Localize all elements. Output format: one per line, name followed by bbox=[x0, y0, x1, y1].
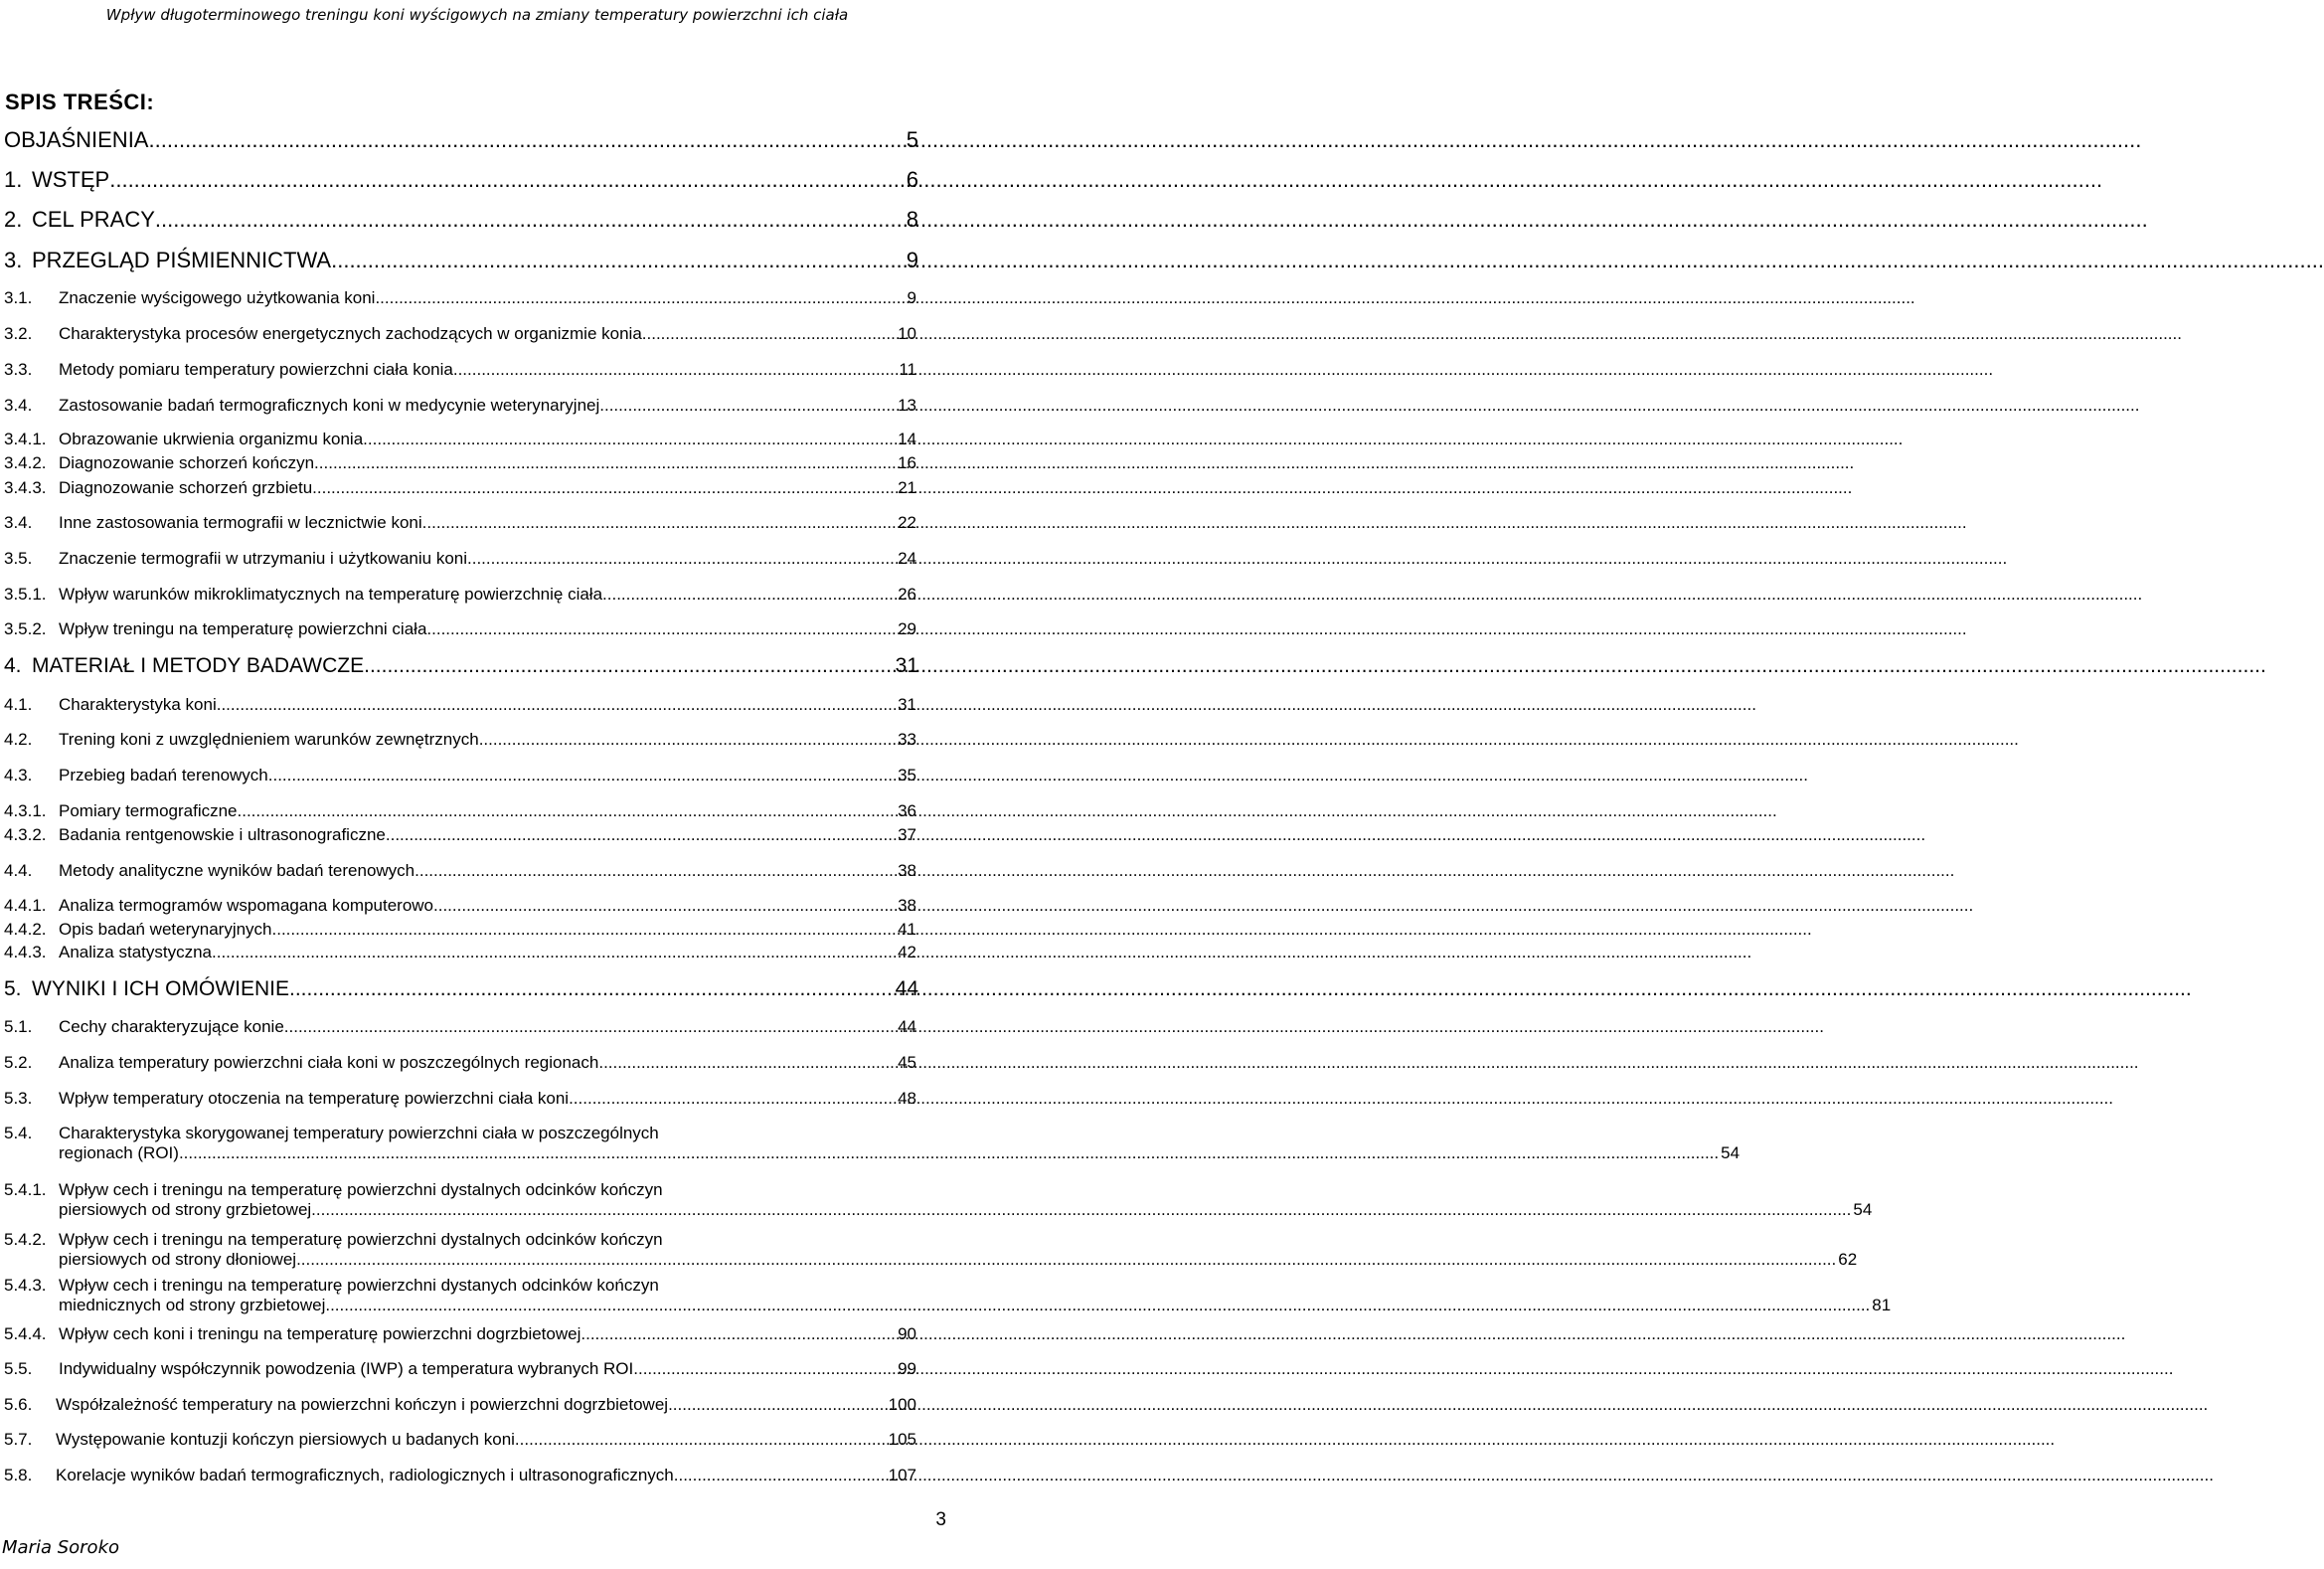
toc-entry[interactable] bbox=[4, 1276, 1892, 1314]
toc-entry[interactable] bbox=[4, 1466, 916, 1485]
toc-entry-page: 22 bbox=[898, 513, 916, 532]
toc-entry[interactable] bbox=[4, 1430, 916, 1450]
toc-leader-dots bbox=[148, 127, 904, 152]
toc-entry[interactable] bbox=[4, 324, 916, 344]
toc-entry-number: 3. bbox=[4, 248, 29, 272]
toc-leader-dots bbox=[598, 1053, 896, 1073]
toc-entry-page: 26 bbox=[898, 585, 916, 604]
toc-leader-dots bbox=[155, 207, 905, 232]
toc-leader-dots bbox=[467, 549, 896, 569]
toc-entry-number: 5.4.2. bbox=[4, 1230, 47, 1249]
toc-entry-number: 3.4. bbox=[4, 396, 33, 415]
toc-leader-dots bbox=[179, 1143, 1719, 1163]
toc-entry-number: 5.3. bbox=[4, 1089, 33, 1108]
toc-entry-page: 35 bbox=[898, 766, 916, 784]
toc-entry-title-line1: Charakterystyka skorygowanej temperatury powierzchni ciała w poszczególnych bbox=[59, 1124, 659, 1142]
toc-entry-page: 31 bbox=[898, 695, 916, 714]
toc-entry-title: Analiza statystyczna bbox=[59, 943, 213, 961]
toc-entry-title: Metody analityczne wyników badań terenowych bbox=[59, 861, 415, 880]
toc-leader-dots bbox=[415, 861, 896, 881]
toc-entry-title: Znaczenie termografii w utrzymaniu i użytkowaniu koni bbox=[59, 549, 468, 568]
toc-entry-number: 4.4.1. bbox=[4, 896, 47, 915]
toc-entry-title: PRZEGLĄD PIŚMIENNICTWA bbox=[32, 248, 332, 272]
toc-leader-dots bbox=[238, 801, 897, 821]
toc-entry[interactable] bbox=[4, 825, 916, 845]
toc-entry[interactable] bbox=[4, 766, 916, 785]
toc-entry-page: 33 bbox=[898, 730, 916, 749]
toc-leader-dots bbox=[289, 977, 894, 1001]
toc-entry-number: 4. bbox=[4, 654, 28, 677]
toc-entry-title-line1: Wpływ cech i treningu na temperaturę powierzchni dystanych odcinków kończyn bbox=[59, 1276, 659, 1295]
toc-entry-number: 5.6. bbox=[4, 1395, 33, 1414]
toc-entry[interactable] bbox=[4, 248, 918, 272]
toc-leader-dots bbox=[363, 430, 896, 449]
toc-entry-title: CEL PRACY bbox=[32, 207, 155, 232]
toc-entry-title: Wpływ temperatury otoczenia na temperaturę powierzchni ciała koni. bbox=[59, 1089, 574, 1108]
toc-leader-dots bbox=[364, 654, 894, 678]
toc-leader-dots bbox=[479, 730, 896, 750]
toc-leader-dots bbox=[585, 1324, 896, 1344]
toc-entry-title: Analiza temperatury powierzchni ciała koni w poszczególnych regionach bbox=[59, 1053, 599, 1072]
toc-entry-title-line2: piersiowych od strony dłoniowej bbox=[59, 1249, 297, 1269]
toc-entry-page: 6 bbox=[906, 167, 918, 192]
toc-entry-page: 24 bbox=[898, 549, 916, 568]
toc-entry[interactable] bbox=[4, 619, 916, 639]
toc-entry-title: OBJAŚNIENIA bbox=[4, 127, 149, 152]
toc-entry-page: 54 bbox=[1853, 1199, 1873, 1219]
toc-entry[interactable] bbox=[4, 360, 916, 380]
toc-entry[interactable] bbox=[4, 1089, 916, 1109]
toc-entry[interactable] bbox=[4, 585, 916, 605]
toc-leader-dots bbox=[426, 619, 896, 639]
toc-entry[interactable] bbox=[4, 127, 918, 152]
toc-entry-page: 99 bbox=[898, 1359, 916, 1378]
toc-entry-title-line2: regionach (ROI) bbox=[59, 1142, 179, 1162]
toc-entry-page: 41 bbox=[898, 920, 916, 939]
toc-entry[interactable] bbox=[4, 478, 916, 498]
toc-entry-number: 5.4.3. bbox=[4, 1276, 47, 1295]
toc-entry-title: Indywidualny współczynnik powodzenia (IWP) a temperatura wybranych ROI bbox=[59, 1359, 634, 1378]
toc-entry-number: 4.4. bbox=[4, 861, 33, 880]
toc-entry-title: Analiza termogramów wspomagana komputerowo bbox=[59, 896, 434, 915]
toc-leader-dots bbox=[668, 1395, 887, 1415]
toc-entry-number: 5.7. bbox=[4, 1430, 33, 1449]
toc-entry-number: 5.1. bbox=[4, 1017, 33, 1036]
toc-entry-number: 4.4.2. bbox=[4, 920, 47, 939]
toc-entry-page: 44 bbox=[895, 977, 918, 1000]
toc-entry-title: Współzależność temperatury na powierzchni kończyn i powierzchni dogrzbietowej bbox=[56, 1395, 669, 1414]
toc-entry-title: Zastosowanie badań termograficznych koni w medycynie weterynaryjnej bbox=[59, 396, 600, 415]
toc-entry-page: 38 bbox=[898, 861, 916, 880]
toc-entry[interactable] bbox=[4, 1053, 916, 1073]
toc-leader-dots bbox=[426, 513, 896, 533]
toc-entry[interactable] bbox=[4, 730, 916, 750]
toc-entry-number: 5.4.4. bbox=[4, 1324, 47, 1343]
toc-entry-number: 3.4.2. bbox=[4, 453, 47, 472]
toc-entry[interactable] bbox=[4, 430, 916, 449]
toc-entry[interactable] bbox=[4, 861, 916, 881]
toc-entry-page: 8 bbox=[906, 207, 918, 232]
toc-entry-number: 5.4. bbox=[4, 1124, 33, 1142]
toc-entry-number: 3.4.3. bbox=[4, 478, 47, 497]
toc-entry-number: 3.2. bbox=[4, 324, 33, 343]
toc-entry-number: 4.2. bbox=[4, 730, 33, 749]
toc-leader-dots bbox=[314, 453, 896, 473]
toc-entry-title: Trening koni z uwzględnieniem warunków zewnętrznych bbox=[59, 730, 479, 749]
toc-entry-page: 14 bbox=[898, 430, 916, 448]
toc-entry-page: 31 bbox=[895, 654, 918, 677]
toc-entry-number: 4.3.2. bbox=[4, 825, 47, 844]
toc-leader-dots bbox=[602, 585, 896, 605]
toc-entry[interactable] bbox=[4, 167, 918, 192]
toc-entry-number: 3.4. bbox=[4, 513, 33, 532]
toc-entry-page: 38 bbox=[898, 896, 916, 915]
toc-leader-dots bbox=[212, 943, 896, 962]
toc-leader-dots bbox=[375, 288, 905, 308]
toc-entry-title: Przebieg badań terenowych bbox=[59, 766, 268, 784]
toc-entry-title: WSTĘP bbox=[32, 167, 110, 192]
toc-entry-page: 42 bbox=[898, 943, 916, 961]
toc-entry[interactable] bbox=[4, 1017, 916, 1037]
toc-entry[interactable] bbox=[4, 654, 918, 678]
toc-leader-dots bbox=[574, 1089, 896, 1109]
toc-entry-title: Opis badań weterynaryjnych bbox=[59, 920, 272, 939]
toc-entry-page: 54 bbox=[1721, 1142, 1741, 1162]
toc-entry-page: 21 bbox=[898, 478, 916, 497]
toc-entry-page: 10 bbox=[898, 324, 916, 343]
toc-leader-dots bbox=[217, 695, 896, 715]
toc-entry-title: Charakterystyka procesów energetycznych zachodzących w organizmie konia bbox=[59, 324, 642, 343]
toc-leader-dots bbox=[633, 1359, 896, 1379]
toc-entry[interactable] bbox=[4, 288, 916, 308]
toc-entry-page: 37 bbox=[898, 825, 916, 844]
toc-entry-number: 5.4.1. bbox=[4, 1180, 47, 1199]
toc-entry-number: 4.4.3. bbox=[4, 943, 47, 961]
toc-leader-dots bbox=[515, 1430, 887, 1450]
toc-entry-number: 5.2. bbox=[4, 1053, 33, 1072]
toc-leader-dots bbox=[599, 396, 896, 416]
toc-entry-title: WYNIKI I ICH OMÓWIENIE bbox=[32, 977, 290, 1000]
author-footer: Maria Soroko bbox=[2, 1537, 120, 1558]
toc-entry-title: Znaczenie wyścigowego użytkowania koni bbox=[59, 288, 376, 307]
toc-entry-title: Wpływ cech koni i treningu na temperaturę powierzchni dogrzbietowej. bbox=[59, 1324, 586, 1343]
toc-entry-number: 3.5. bbox=[4, 549, 33, 568]
toc-leader-dots bbox=[331, 248, 905, 272]
toc-entry[interactable] bbox=[4, 549, 916, 569]
toc-entry-title-line2: miednicznych od strony grzbietowej. bbox=[59, 1295, 331, 1314]
toc-entry[interactable] bbox=[4, 695, 916, 715]
toc-entry-page: 90 bbox=[898, 1324, 916, 1343]
toc-leader-dots bbox=[312, 478, 896, 498]
toc-leader-dots bbox=[433, 896, 896, 916]
toc-entry-number: 1. bbox=[4, 167, 29, 192]
toc-entry-number: 3.1. bbox=[4, 288, 33, 307]
toc-leader-dots bbox=[642, 324, 896, 344]
toc-entry-page: 5 bbox=[906, 127, 918, 152]
toc-entry-page: 107 bbox=[888, 1466, 916, 1484]
toc-entry-page: 9 bbox=[906, 248, 918, 272]
toc-leader-dots bbox=[284, 1017, 896, 1037]
toc-entry-number: 5.5. bbox=[4, 1359, 33, 1378]
toc-entry[interactable] bbox=[4, 1124, 1741, 1162]
toc-entry-title: Metody pomiaru temperatury powierzchni ciała konia bbox=[59, 360, 453, 379]
toc-entry[interactable] bbox=[4, 207, 918, 232]
toc-entry-title: Cechy charakteryzujące konie bbox=[59, 1017, 284, 1036]
toc-entry-page: 13 bbox=[898, 396, 916, 415]
toc-entry[interactable] bbox=[4, 513, 916, 533]
toc-leader-dots bbox=[330, 1296, 1870, 1315]
toc-entry-page: 81 bbox=[1872, 1295, 1892, 1314]
toc-entry-page: 9 bbox=[907, 288, 916, 307]
toc-entry[interactable] bbox=[4, 977, 918, 1001]
page-number: 3 bbox=[935, 1509, 946, 1530]
toc-entry-title: Wpływ treningu na temperaturę powierzchni ciała bbox=[59, 619, 427, 638]
toc-entry-page: 100 bbox=[888, 1395, 916, 1414]
toc-entry-page: 29 bbox=[898, 619, 916, 638]
toc-entry-page: 44 bbox=[898, 1017, 916, 1036]
running-header: Wpływ długoterminowego treningu koni wyścigowych na zmiany temperatury powierzchni ich ciała bbox=[105, 6, 849, 24]
toc-entry-number: 3.4.1. bbox=[4, 430, 47, 448]
toc-entry-page: 105 bbox=[888, 1430, 916, 1449]
toc-entry-title: Inne zastosowania termografii w lecznictwie koni. bbox=[59, 513, 427, 532]
toc-entry-number: 3.5.2. bbox=[4, 619, 47, 638]
toc-entry[interactable] bbox=[4, 453, 916, 473]
toc-entry-title: MATERIAŁ I METODY BADAWCZE bbox=[32, 654, 365, 677]
toc-entry-title: Diagnozowanie schorzeń kończyn bbox=[59, 453, 315, 472]
toc-entry-page: 62 bbox=[1838, 1249, 1858, 1269]
toc-entry-number: 2. bbox=[4, 207, 29, 232]
toc-entry-number: 3.3. bbox=[4, 360, 33, 379]
toc-entry-title: Pomiary termograficzne bbox=[59, 801, 238, 820]
toc-entry-page: 11 bbox=[899, 360, 916, 379]
toc-entry-number: 4.3. bbox=[4, 766, 33, 784]
toc-entry-title: Diagnozowanie schorzeń grzbietu bbox=[59, 478, 313, 497]
toc-entry-page: 48 bbox=[898, 1089, 916, 1108]
toc-entry[interactable] bbox=[4, 801, 916, 821]
toc-entry-number: 4.3.1. bbox=[4, 801, 47, 820]
toc-entry-title-line1: Wpływ cech i treningu na temperaturę powierzchni dystalnych odcinków kończyn bbox=[59, 1180, 663, 1199]
toc-entry-number: 5. bbox=[4, 977, 28, 1000]
toc-entry-title: Badania rentgenowskie i ultrasonograficzne bbox=[59, 825, 386, 844]
toc-entry[interactable] bbox=[4, 1359, 916, 1379]
toc-entry-title-line2: piersiowych od strony grzbietowej bbox=[59, 1199, 312, 1219]
toc-entry[interactable] bbox=[4, 943, 916, 962]
toc-leader-dots bbox=[268, 766, 896, 785]
toc-entry-number: 5.8. bbox=[4, 1466, 33, 1484]
toc-entry-page: 36 bbox=[898, 801, 916, 820]
toc-entry-title-line1: Wpływ cech i treningu na temperaturę powierzchni dystalnych odcinków kończyn bbox=[59, 1230, 663, 1249]
toc-leader-dots bbox=[296, 1250, 1836, 1270]
toc-leader-dots bbox=[311, 1200, 1851, 1220]
toc-entry[interactable] bbox=[4, 1324, 916, 1344]
toc-leader-dots bbox=[386, 825, 896, 845]
toc-entry-number: 3.5.1. bbox=[4, 585, 47, 604]
toc-leader-dots bbox=[272, 920, 897, 940]
toc-entry-page: 45 bbox=[898, 1053, 916, 1072]
toc-entry[interactable] bbox=[4, 1395, 916, 1415]
toc-entry[interactable] bbox=[4, 1180, 1873, 1219]
toc-entry[interactable] bbox=[4, 1230, 1858, 1269]
toc-entry-title: Wpływ warunków mikroklimatycznych na temperaturę powierzchnię ciała bbox=[59, 585, 603, 604]
toc-entry[interactable] bbox=[4, 396, 916, 416]
toc-leader-dots bbox=[674, 1466, 887, 1485]
toc-leader-dots bbox=[109, 167, 905, 192]
toc-entry-page: 16 bbox=[898, 453, 916, 472]
toc-leader-dots bbox=[453, 360, 897, 380]
toc-entry-number: 4.1. bbox=[4, 695, 33, 714]
toc-entry[interactable] bbox=[4, 920, 916, 940]
toc-entry-title: Występowanie kontuzji kończyn piersiowych u badanych koni bbox=[56, 1430, 515, 1449]
toc-entry-title: Korelacje wyników badań termograficznych, radiologicznych i ultrasonograficznych bbox=[56, 1466, 674, 1484]
toc-entry[interactable] bbox=[4, 896, 916, 916]
toc-entry-title: Charakterystyka koni bbox=[59, 695, 217, 714]
toc-title: SPIS TREŚCI: bbox=[5, 89, 155, 114]
toc-entry-title: Obrazowanie ukrwienia organizmu konia bbox=[59, 430, 364, 448]
